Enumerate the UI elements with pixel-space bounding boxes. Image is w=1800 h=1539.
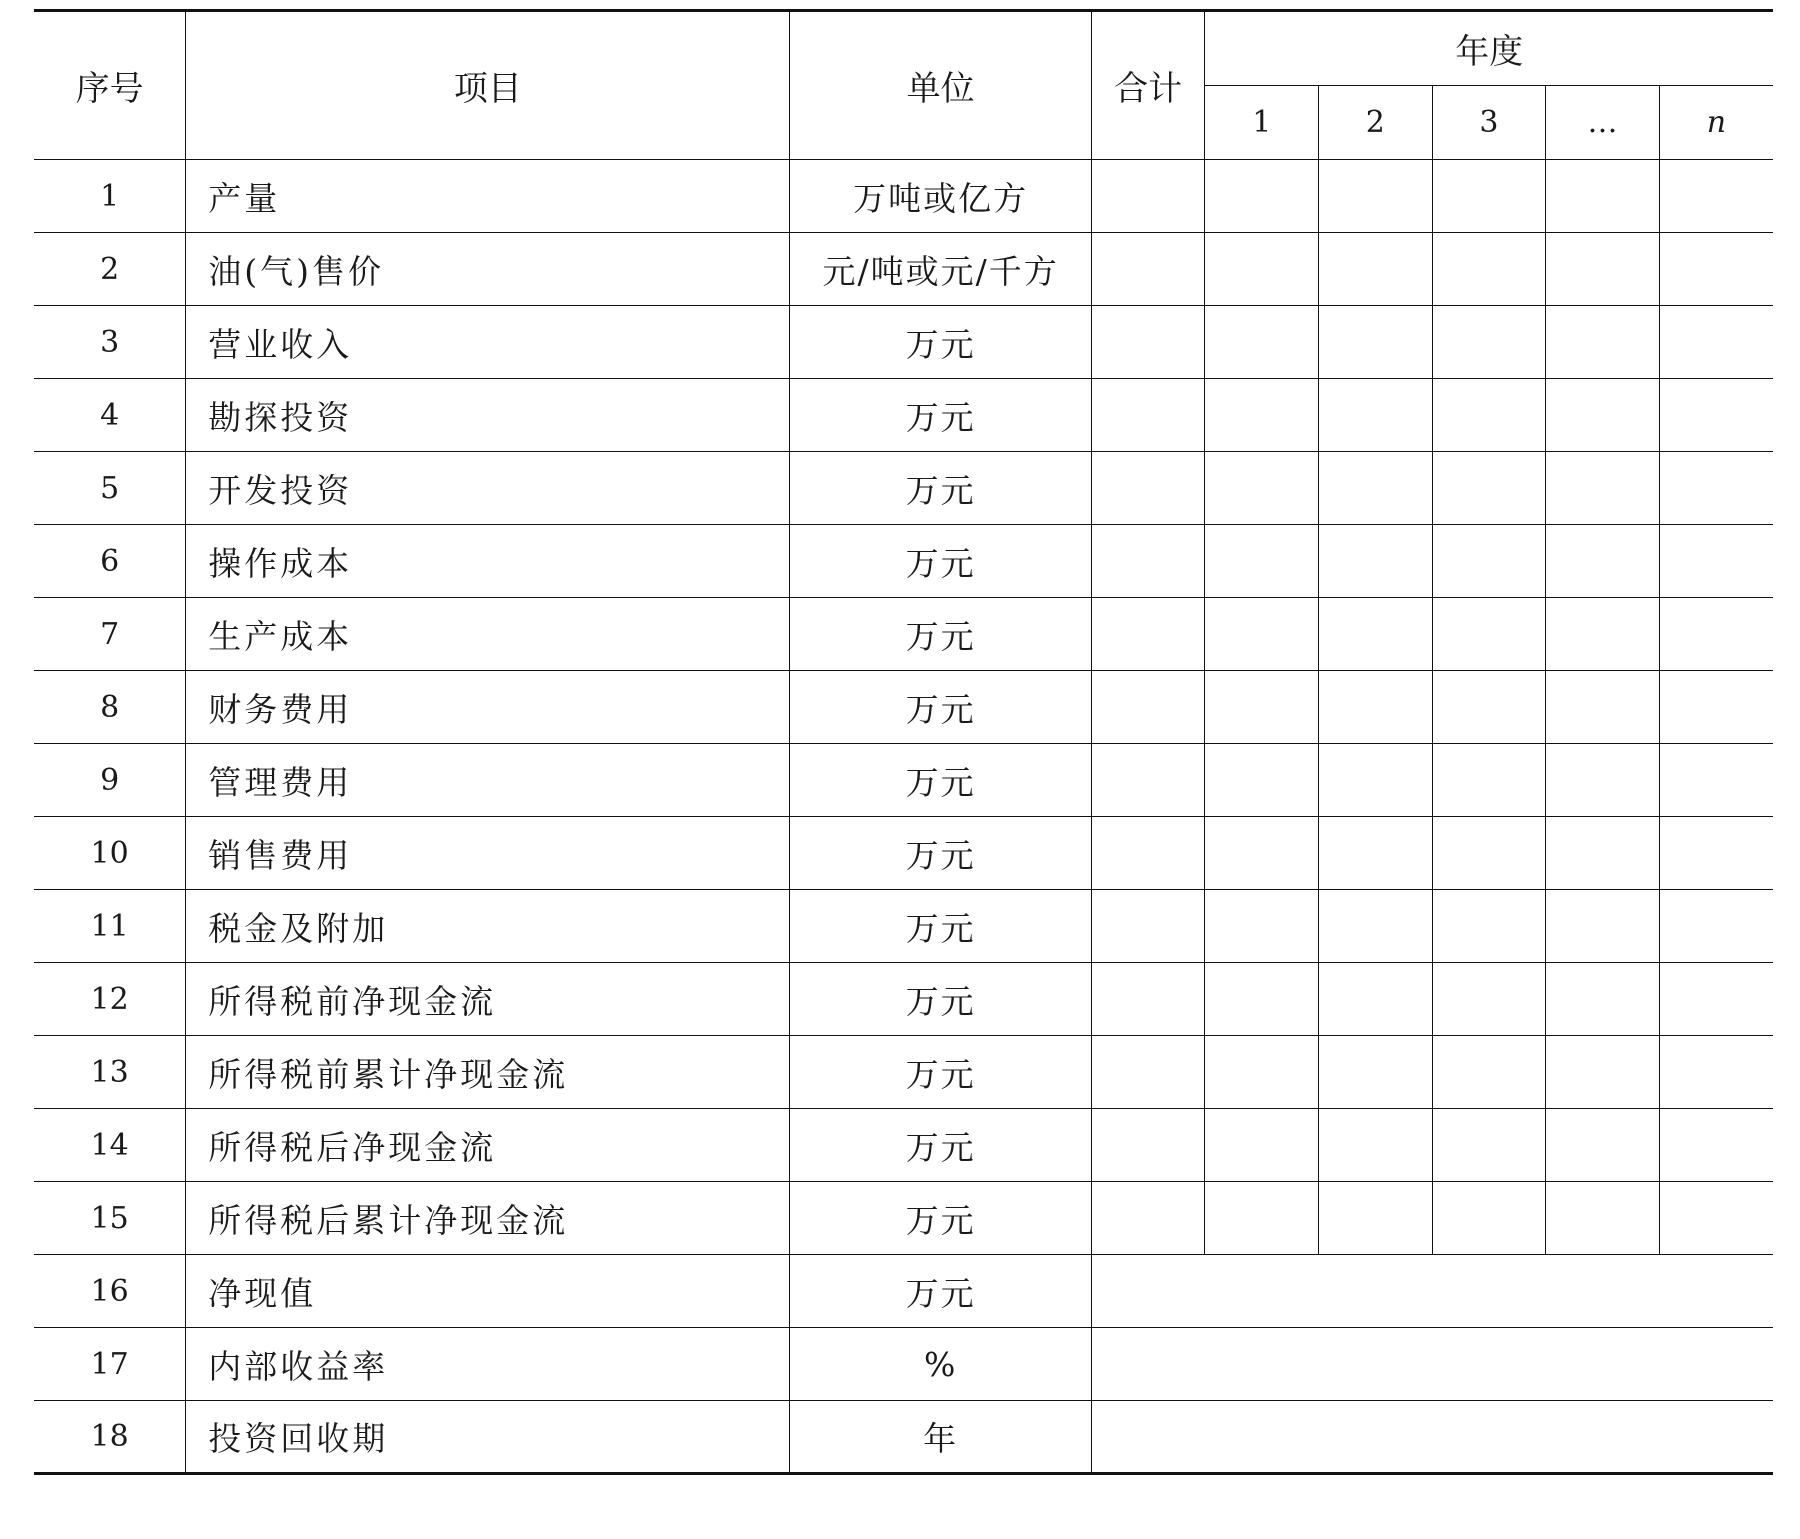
total-cell	[1091, 1109, 1205, 1182]
row-number: 1	[34, 160, 186, 233]
row-number: 13	[34, 1036, 186, 1109]
header-total: 合计	[1091, 11, 1205, 160]
year-cell	[1205, 963, 1319, 1036]
row-unit: 万元	[790, 306, 1092, 379]
table-row	[34, 1182, 1773, 1255]
cash-flow-table	[34, 9, 1773, 1475]
year-cell	[1432, 671, 1546, 744]
row-number: 18	[34, 1401, 186, 1474]
row-unit: 万元	[790, 817, 1092, 890]
year-cell	[1319, 306, 1433, 379]
year-cell	[1432, 379, 1546, 452]
year-cell	[1319, 1036, 1433, 1109]
year-cell	[1432, 598, 1546, 671]
row-number: 6	[34, 525, 186, 598]
year-cell	[1205, 379, 1319, 452]
year-cell	[1319, 963, 1433, 1036]
table-row	[34, 160, 1773, 233]
year-cell	[1205, 1109, 1319, 1182]
row-unit: 万元	[790, 890, 1092, 963]
year-cell	[1659, 817, 1773, 890]
row-number: 12	[34, 963, 186, 1036]
year-cell	[1659, 379, 1773, 452]
year-cell	[1659, 1036, 1773, 1109]
year-cell	[1205, 671, 1319, 744]
year-cell	[1432, 890, 1546, 963]
total-cell	[1091, 963, 1205, 1036]
year-cell	[1205, 1036, 1319, 1109]
year-cell	[1659, 671, 1773, 744]
row-item: 税金及附加	[186, 890, 790, 963]
table-row	[34, 671, 1773, 744]
row-unit: 万元	[790, 452, 1092, 525]
header-year: 年度	[1205, 11, 1773, 86]
year-cell	[1432, 1182, 1546, 1255]
row-item: 生产成本	[186, 598, 790, 671]
total-cell	[1091, 598, 1205, 671]
header-item: 项目	[186, 11, 790, 160]
year-cell	[1432, 744, 1546, 817]
table-row	[34, 233, 1773, 306]
row-item: 投资回收期	[186, 1401, 790, 1474]
row-unit: 万元	[790, 1036, 1092, 1109]
year-cell	[1319, 160, 1433, 233]
row-number: 16	[34, 1255, 186, 1328]
row-unit: 年	[790, 1401, 1092, 1474]
year-cell	[1319, 744, 1433, 817]
year-cell	[1659, 1109, 1773, 1182]
total-cell	[1091, 817, 1205, 890]
row-item: 所得税后净现金流	[186, 1109, 790, 1182]
year-cell	[1659, 306, 1773, 379]
year-cell	[1546, 1109, 1660, 1182]
year-cell	[1205, 525, 1319, 598]
year-cell	[1432, 233, 1546, 306]
year-cell	[1659, 963, 1773, 1036]
header-year-1: 1	[1205, 86, 1319, 160]
row-item: 油(气)售价	[186, 233, 790, 306]
total-cell	[1091, 379, 1205, 452]
header-year-ellipsis: …	[1546, 86, 1660, 160]
row-unit: 万元	[790, 963, 1092, 1036]
year-cell	[1546, 890, 1660, 963]
header-year-3: 3	[1432, 86, 1546, 160]
row-unit: 万元	[790, 1182, 1092, 1255]
year-cell	[1546, 744, 1660, 817]
row-item: 销售费用	[186, 817, 790, 890]
year-cell	[1205, 817, 1319, 890]
year-cell	[1319, 379, 1433, 452]
year-cell	[1546, 671, 1660, 744]
total-cell	[1091, 233, 1205, 306]
year-cell	[1659, 1182, 1773, 1255]
year-cell	[1432, 817, 1546, 890]
total-cell	[1091, 306, 1205, 379]
year-cell	[1546, 160, 1660, 233]
row-unit: 万元	[790, 671, 1092, 744]
year-cell	[1319, 817, 1433, 890]
total-cell	[1091, 890, 1205, 963]
row-number: 7	[34, 598, 186, 671]
row-item: 开发投资	[186, 452, 790, 525]
table-body	[34, 160, 1773, 1474]
header-year-n: n	[1659, 86, 1773, 160]
table-row	[34, 598, 1773, 671]
year-cell	[1205, 160, 1319, 233]
table-row	[34, 890, 1773, 963]
year-cell	[1546, 452, 1660, 525]
year-cell	[1205, 890, 1319, 963]
row-unit: 万元	[790, 744, 1092, 817]
year-cell	[1659, 598, 1773, 671]
year-cell	[1546, 306, 1660, 379]
table-row	[34, 1255, 1773, 1328]
year-cell	[1319, 671, 1433, 744]
year-cell	[1659, 890, 1773, 963]
year-cell	[1205, 452, 1319, 525]
row-item: 所得税前累计净现金流	[186, 1036, 790, 1109]
summary-value-cell	[1091, 1255, 1773, 1328]
year-cell	[1205, 1182, 1319, 1255]
year-cell	[1432, 1109, 1546, 1182]
row-unit: 万吨或亿方	[790, 160, 1092, 233]
row-number: 4	[34, 379, 186, 452]
year-cell	[1432, 1036, 1546, 1109]
row-item: 所得税后累计净现金流	[186, 1182, 790, 1255]
year-cell	[1205, 744, 1319, 817]
table-row	[34, 379, 1773, 452]
row-number: 17	[34, 1328, 186, 1401]
year-cell	[1546, 963, 1660, 1036]
row-unit: 万元	[790, 379, 1092, 452]
row-item: 勘探投资	[186, 379, 790, 452]
year-cell	[1546, 233, 1660, 306]
year-cell	[1546, 598, 1660, 671]
year-cell	[1546, 379, 1660, 452]
year-cell	[1659, 233, 1773, 306]
total-cell	[1091, 671, 1205, 744]
summary-value-cell	[1091, 1401, 1773, 1474]
year-cell	[1319, 525, 1433, 598]
table-header	[34, 11, 1773, 160]
table-row	[34, 817, 1773, 890]
year-cell	[1432, 525, 1546, 598]
row-number: 14	[34, 1109, 186, 1182]
row-unit: 万元	[790, 1255, 1092, 1328]
table-row	[34, 1401, 1773, 1474]
row-unit: %	[790, 1328, 1092, 1401]
table-row	[34, 452, 1773, 525]
row-item: 管理费用	[186, 744, 790, 817]
total-cell	[1091, 525, 1205, 598]
table-row	[34, 525, 1773, 598]
row-item: 产量	[186, 160, 790, 233]
table-row	[34, 1109, 1773, 1182]
row-item: 财务费用	[186, 671, 790, 744]
year-cell	[1319, 1109, 1433, 1182]
row-item: 营业收入	[186, 306, 790, 379]
row-number: 15	[34, 1182, 186, 1255]
total-cell	[1091, 1036, 1205, 1109]
row-unit: 万元	[790, 1109, 1092, 1182]
table-row	[34, 1036, 1773, 1109]
year-cell	[1319, 452, 1433, 525]
table-row	[34, 1328, 1773, 1401]
header-seq: 序号	[34, 11, 186, 160]
year-cell	[1659, 452, 1773, 525]
table-row	[34, 963, 1773, 1036]
row-number: 10	[34, 817, 186, 890]
row-item: 净现值	[186, 1255, 790, 1328]
row-unit: 万元	[790, 598, 1092, 671]
year-cell	[1546, 525, 1660, 598]
total-cell	[1091, 452, 1205, 525]
year-cell	[1432, 160, 1546, 233]
year-cell	[1546, 817, 1660, 890]
year-cell	[1432, 306, 1546, 379]
year-cell	[1432, 452, 1546, 525]
year-cell	[1319, 1182, 1433, 1255]
header-year-2: 2	[1319, 86, 1433, 160]
year-cell	[1319, 890, 1433, 963]
row-number: 3	[34, 306, 186, 379]
year-cell	[1659, 525, 1773, 598]
total-cell	[1091, 744, 1205, 817]
year-cell	[1319, 233, 1433, 306]
row-item: 所得税前净现金流	[186, 963, 790, 1036]
summary-value-cell	[1091, 1328, 1773, 1401]
row-number: 5	[34, 452, 186, 525]
year-cell	[1659, 744, 1773, 817]
row-number: 9	[34, 744, 186, 817]
year-cell	[1546, 1036, 1660, 1109]
year-cell	[1205, 306, 1319, 379]
header-unit: 单位	[790, 11, 1092, 160]
year-cell	[1546, 1182, 1660, 1255]
row-number: 2	[34, 233, 186, 306]
row-number: 8	[34, 671, 186, 744]
row-unit: 万元	[790, 525, 1092, 598]
row-unit: 元/吨或元/千方	[790, 233, 1092, 306]
row-item: 内部收益率	[186, 1328, 790, 1401]
row-item: 操作成本	[186, 525, 790, 598]
total-cell	[1091, 160, 1205, 233]
table-row	[34, 306, 1773, 379]
row-number: 11	[34, 890, 186, 963]
total-cell	[1091, 1182, 1205, 1255]
table-row	[34, 744, 1773, 817]
year-cell	[1205, 233, 1319, 306]
year-cell	[1205, 598, 1319, 671]
year-cell	[1319, 598, 1433, 671]
year-cell	[1432, 963, 1546, 1036]
year-cell	[1659, 160, 1773, 233]
